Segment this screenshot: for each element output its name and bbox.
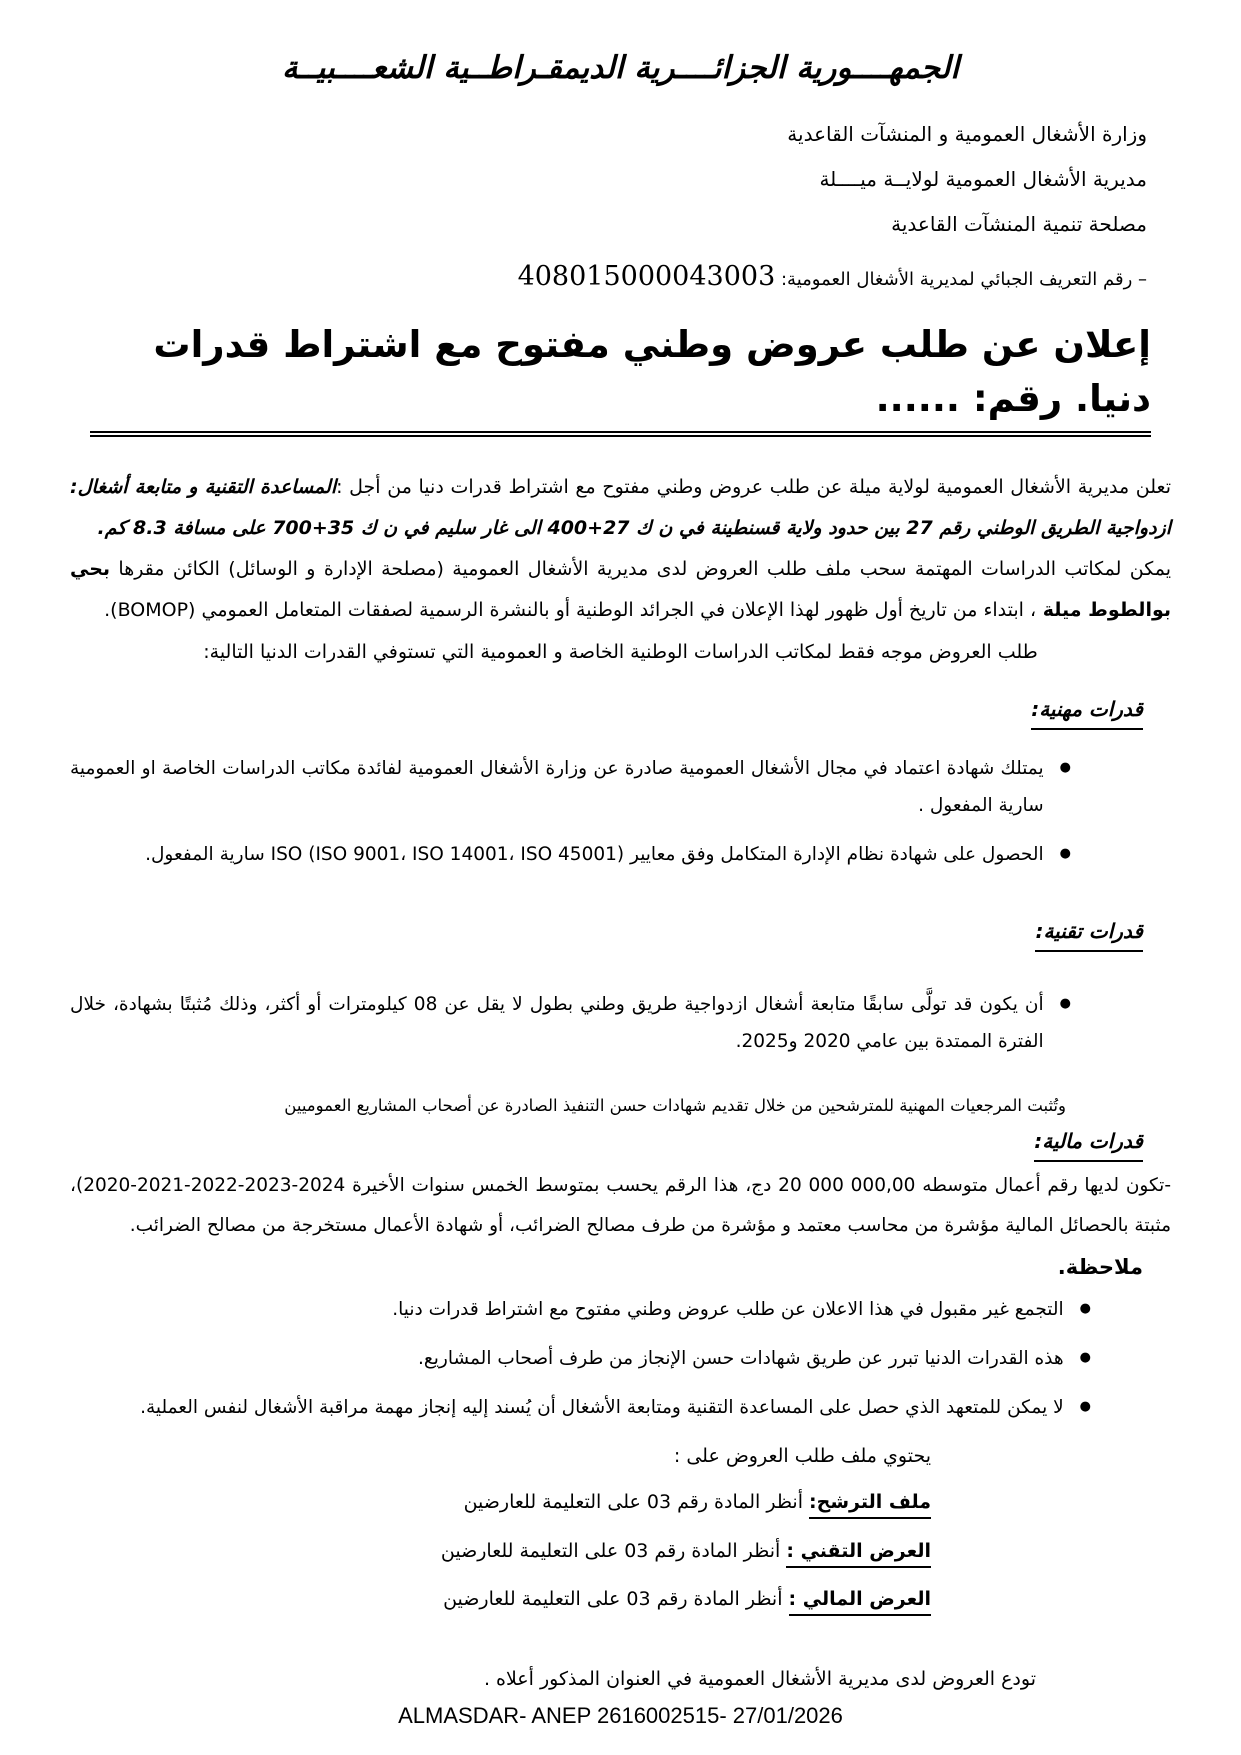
professional-capacities-heading: قدرات مهنية:: [70, 697, 1143, 730]
organization-block: [70, 112, 1147, 247]
list-item-text: يمتلك شهادة اعتماد في مجال الأشغال العمومية صادرة عن وزارة الأشغال العمومية لفائدة مكاتب الدراسات الخاصة او العمومية سارية المفعول .: [70, 757, 1044, 816]
dossier-intro: يحتوي ملف طلب العروض على :: [673, 1445, 931, 1468]
list-item-text: التجمع غير مقبول في هذا الاعلان عن طلب عروض وطني مفتوح مع اشتراط قدرات دنيا.: [392, 1299, 1064, 1321]
professional-capacities-list: [70, 750, 1071, 873]
candidacy-file-text: أنظر المادة رقم 03 على التعليمة للعارضين: [463, 1491, 810, 1514]
dossier-line-candidacy: [70, 1478, 931, 1526]
bullet-icon: [1060, 836, 1071, 872]
turnover-years: 2020-2021-2022-2023-2024: [83, 1174, 346, 1196]
withdrawal-address-bold: بحي بوالطوط ميلة: [70, 557, 1171, 621]
bullet-icon: [1080, 1389, 1091, 1425]
candidacy-file-label: ملف الترشح:: [809, 1491, 931, 1519]
list-item-text: الحصول على شهادة نظام الإدارة المتكامل وفق معايير ISO (ISO 9001، ISO 14001، ISO 45001) سارية المفعول.: [145, 843, 1044, 865]
financial-offer-label: العرض المالي :: [789, 1588, 931, 1616]
list-item-text: لا يمكن للمتعهد الذي حصل على المساعدة التقنية ومتابعة الأشغال أن يُسند إليه إنجاز مهمة مراقبة الأشغال لنفس العملية.: [140, 1397, 1064, 1419]
announcement-title: إعلان عن طلب عروض وطني مفتوح مع اشتراط قدرات دنيا. رقم: ......: [90, 318, 1151, 437]
financial-text-3: )، مثبتة بالحصائل المالية مؤشرة من محاسب معتمد و مؤشرة من طرف مصالح الضرائب، أو شهادة الأعمال مستخرجة من مصالح الضرائب.: [70, 1174, 1171, 1236]
withdrawal-text-2: ، ابتداء من تاريخ أول ظهور لهذا الإعلان في الجرائد الوطنية أو بالنشرة الرسمية لصفقات المتعامل العمومي (BOMOP).: [104, 598, 1037, 621]
withdrawal-paragraph: [70, 549, 1171, 631]
bullet-icon: [1080, 1291, 1091, 1327]
financial-offer-text: أنظر المادة رقم 03 على التعليمة للعارضين: [443, 1588, 789, 1611]
list-item: [70, 750, 1071, 824]
ministry-line: وزارة الأشغال العمومية و المنشآت القاعدية: [787, 122, 1147, 146]
project-title-text: المساعدة التقنية و متابعة أشغال: ازدواجية الطريق الوطني رقم 27 بين حدود ولاية قسنطينة في ن ك 27+400 الى غار سليم في ن ك 35+700 على مسافة 8.3 كم.: [70, 476, 1171, 540]
financial-text-1: -تكون لديها رقم أعمال متوسطه: [915, 1174, 1171, 1196]
list-item-text: هذه القدرات الدنيا تبرر عن طريق شهادات حسن الإنجاز من طرف أصحاب المشاريع.: [418, 1348, 1064, 1370]
directorate-line: مديرية الأشغال العمومية لولايــة ميــــلة: [819, 167, 1147, 191]
list-item: [70, 1291, 1091, 1328]
intro-paragraph: [70, 467, 1171, 549]
bullet-icon: [1080, 1340, 1091, 1376]
tax-id-label: – رقم التعريف الجبائي لمديرية الأشغال العمومية:: [775, 269, 1147, 290]
tax-id-line: [70, 261, 1147, 292]
technical-capacities-heading: قدرات تقنية:: [70, 919, 1143, 952]
list-item: [70, 986, 1071, 1060]
bullet-icon: [1060, 750, 1071, 786]
tax-id-number: 408015000043003: [517, 261, 776, 292]
withdrawal-text-1: يمكن لمكاتب الدراسات المهتمة سحب ملف طلب العروض لدى مديرية الأشغال العمومية (مصلحة الإدارة و الوسائل) الكائن مقرها: [110, 557, 1171, 580]
addressed-line: طلب العروض موجه فقط لمكاتب الدراسات الوطنية الخاصة و العمومية التي تستوفي القدرات الدنيا التالية:: [203, 640, 1038, 663]
financial-paragraph: [70, 1166, 1171, 1246]
technical-offer-text: أنظر المادة رقم 03 على التعليمة للعارضين: [440, 1539, 787, 1562]
technical-offer-label: العرض التقني :: [786, 1540, 931, 1568]
turnover-amount: 20 000 000,00: [778, 1174, 916, 1196]
service-line: مصلحة تنمية المنشآت القاعدية: [891, 212, 1147, 236]
bullet-icon: [1060, 986, 1071, 1022]
references-note: وتُثبت المرجعيات المهنية للمترشحين من خلال تقديم شهادات حسن التنفيذ الصادرة عن أصحاب المشاريع العموميين: [284, 1095, 1066, 1115]
dossier-block: [70, 1436, 931, 1623]
note-heading: ملاحظة.: [1057, 1255, 1143, 1280]
list-item: [70, 1340, 1091, 1377]
note-list: [70, 1291, 1091, 1426]
intro-announce-text: تعلن مديرية الأشغال العمومية لولاية ميلة عن طلب عروض وطني مفتوح مع اشتراط قدرات دنيا من أجل :: [336, 476, 1171, 499]
list-item: [70, 1389, 1091, 1426]
financial-capacities-heading: قدرات مالية:: [70, 1129, 1143, 1162]
republic-title: الجمهــــورية الجزائــــرية الديمقـراطــية الشعــــبيــة: [282, 50, 959, 86]
list-item: [70, 836, 1071, 873]
dossier-line-technical: [70, 1527, 931, 1575]
dossier-line-financial: [70, 1575, 931, 1623]
anep-footer: ALMASDAR- ANEP 2616002515- 27/01/2026: [398, 1703, 843, 1728]
submission-line: تودع العروض لدى مديرية الأشغال العمومية في العنوان المذكور أعلاه .: [483, 1667, 1036, 1690]
technical-capacities-list: [70, 986, 1071, 1060]
list-item-text: أن يكون قد تولَّى سابقًا متابعة أشغال ازدواجية طريق وطني بطول لا يقل عن 08 كيلومترات أو أكثر، وذلك مُثبتًا بشهادة، خلال الفترة الممتدة بين عامي 2020 و2025.: [70, 993, 1044, 1052]
financial-text-2: دج، هذا الرقم يحسب بمتوسط الخمس سنوات الأخيرة: [345, 1174, 779, 1196]
